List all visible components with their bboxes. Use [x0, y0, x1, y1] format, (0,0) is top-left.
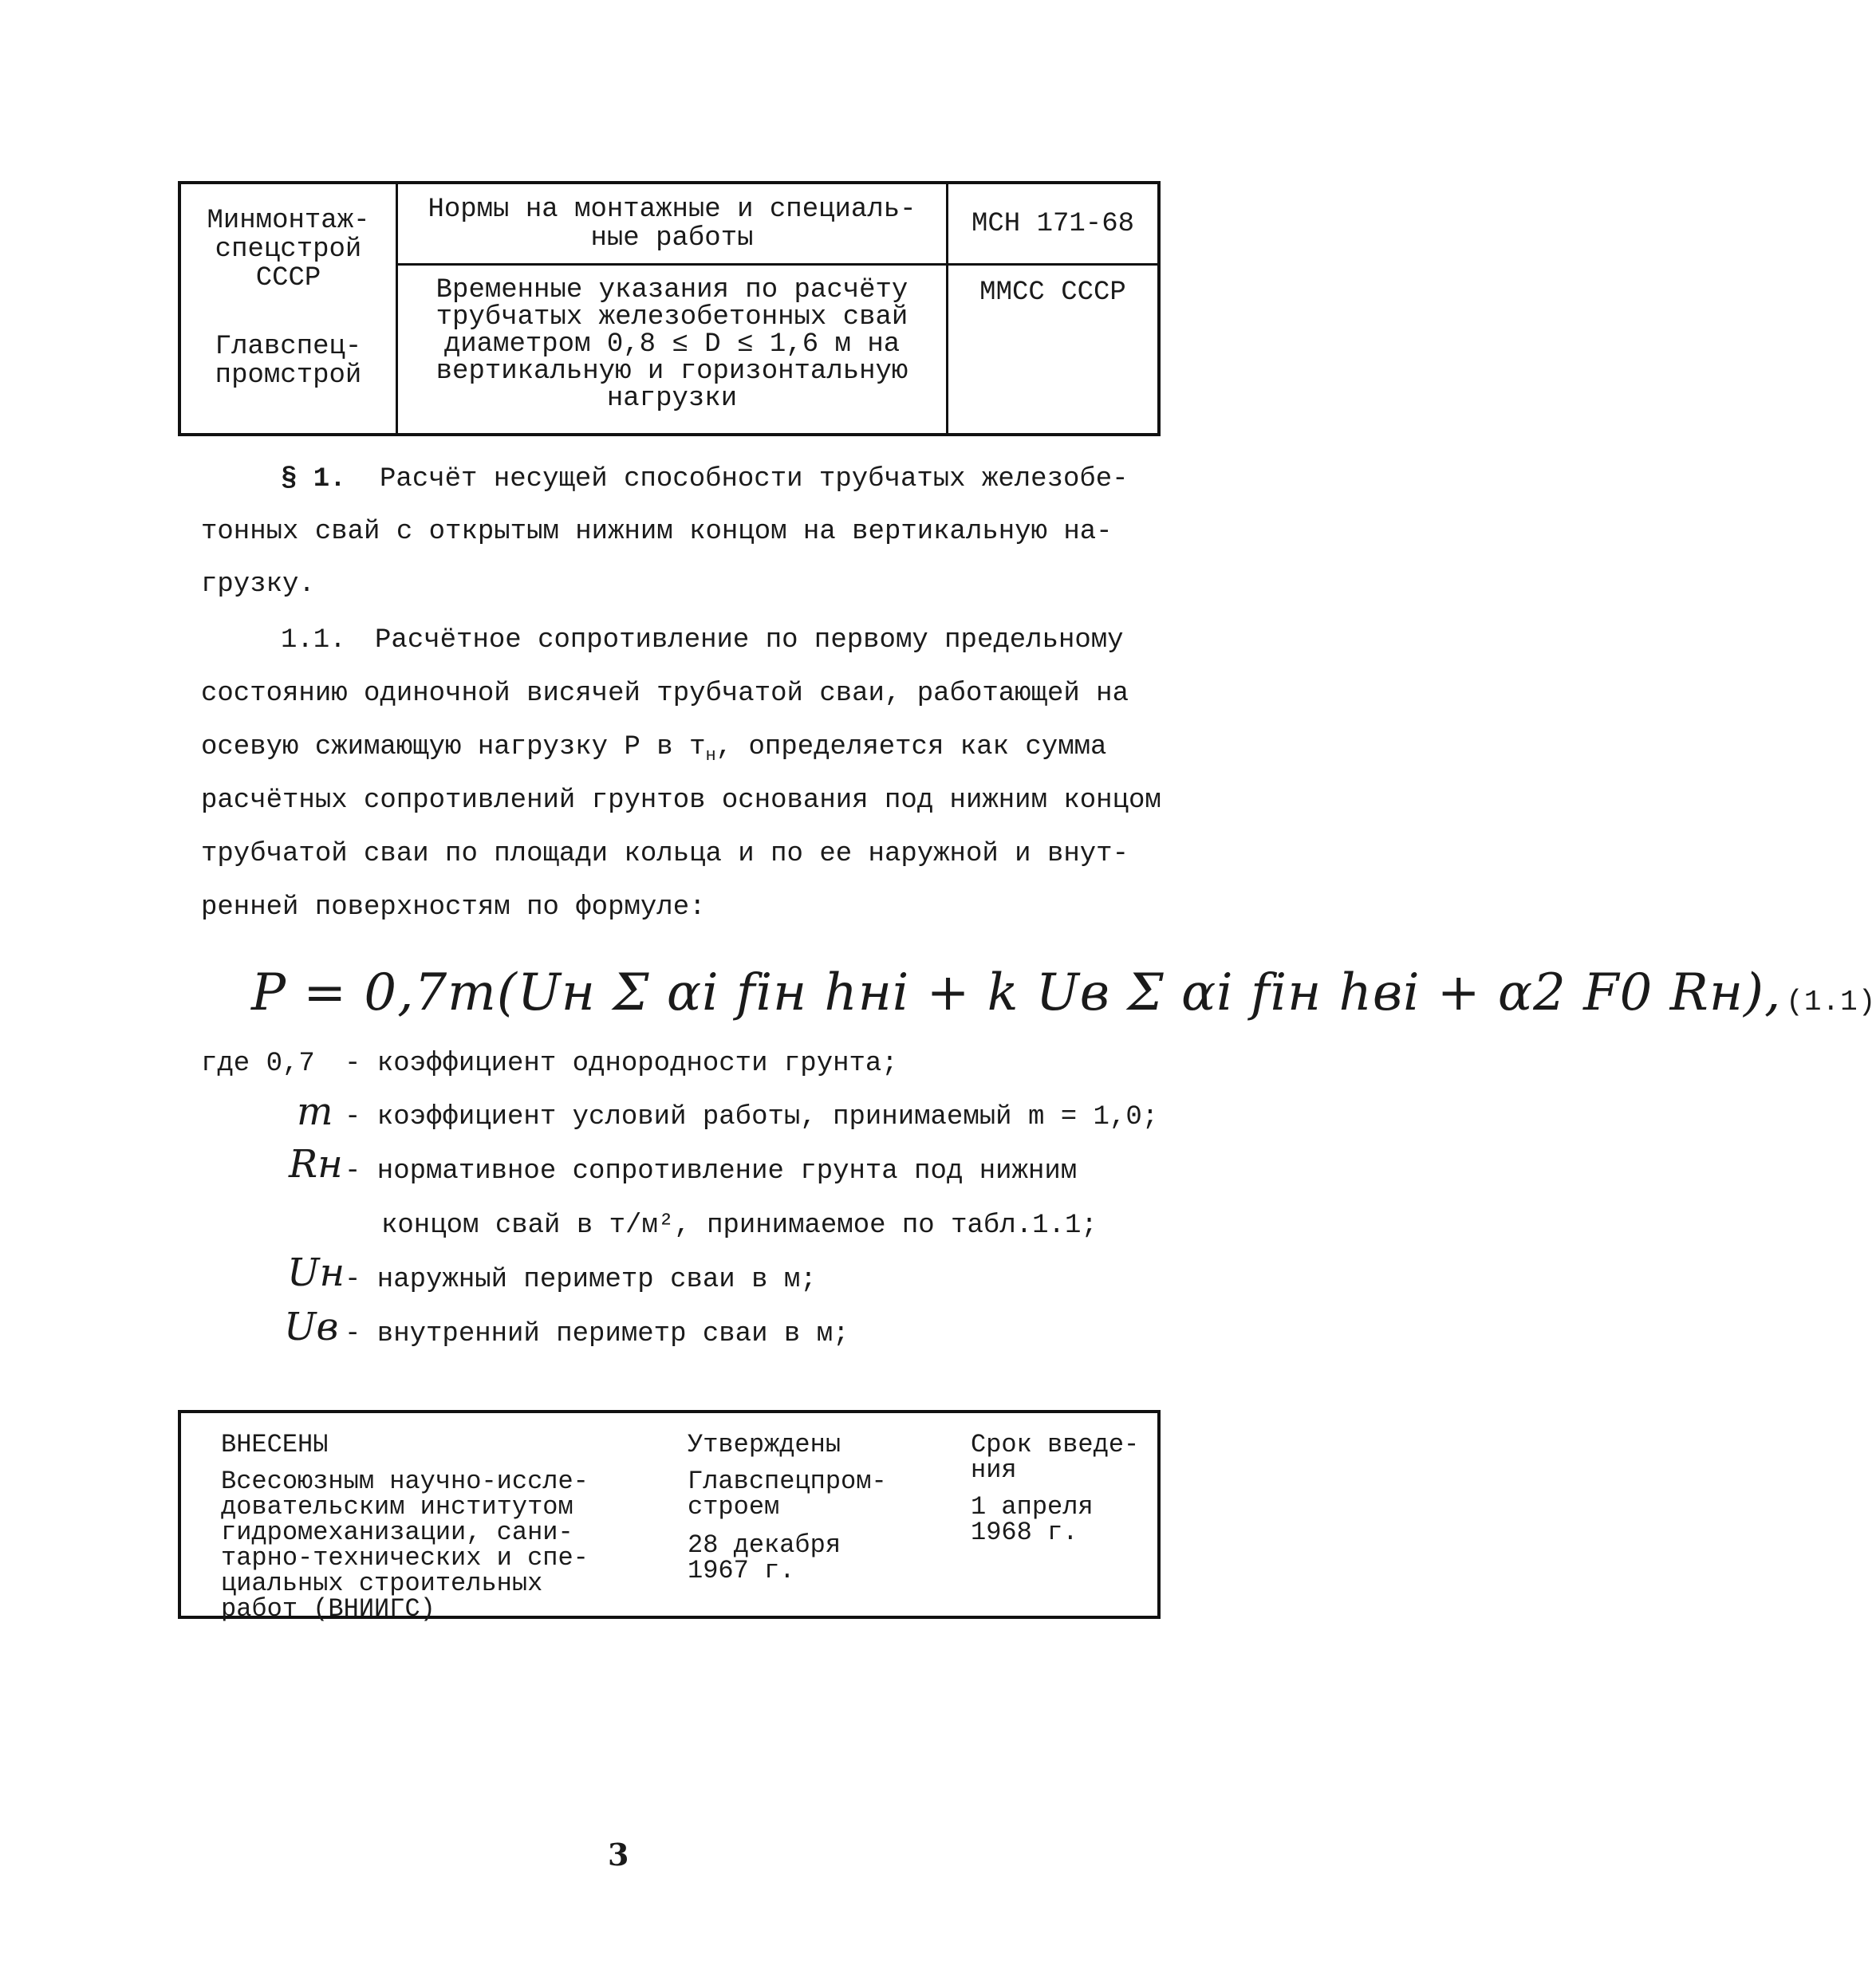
- paragraph-line: трубчатой сваи по площади кольца и по ее наружной и внут-: [201, 839, 1129, 869]
- header-code-cell: [948, 184, 1157, 266]
- footer-date: 1 апреля: [971, 1492, 1094, 1522]
- footer-line: довательским институтом: [221, 1492, 573, 1522]
- formula-number: (1.1): [1786, 986, 1876, 1018]
- footer-date: 28 декабря: [688, 1530, 841, 1560]
- paragraph-line: расчётных сопротивлений грунтов основания под нижним концом: [201, 786, 1161, 816]
- header-subtitle-cell: [398, 266, 948, 433]
- footer-introduced-column: [221, 1432, 636, 1622]
- legend-symbol: m: [297, 1089, 333, 1134]
- org-line: Минмонтаж-: [207, 206, 370, 236]
- section-number: § 1.: [281, 464, 346, 494]
- formula-1-1: [251, 963, 1876, 1022]
- footer-date: 1967 г.: [688, 1556, 795, 1585]
- org-line: спецстрой: [215, 234, 362, 265]
- agency-code: ММСС СССР: [979, 278, 1126, 308]
- footer-heading: ВНЕСЕНЫ: [221, 1430, 329, 1459]
- paragraph-line-tail: , определяется как сумма: [715, 732, 1107, 762]
- paragraph-line: ренней поверхностям по формуле:: [201, 892, 706, 923]
- title2-line: нагрузки: [606, 384, 738, 414]
- section-line: тонных свай с открытым нижним концом на вертикальную на-: [201, 517, 1113, 547]
- title1-line: ные работы: [590, 222, 754, 254]
- footer-approved-column: [688, 1432, 895, 1584]
- unit-subscript: н: [705, 745, 716, 766]
- footer-heading: Утверждены: [688, 1430, 841, 1459]
- title2-line: Временные указания по расчёту: [436, 275, 908, 305]
- footer-line: гидромеханизации, сани-: [221, 1518, 573, 1547]
- header-organization-cell: [181, 184, 398, 433]
- title1-line: Нормы на монтажные и специаль-: [428, 194, 916, 225]
- formula-expression: P = 0,7m(Uн Σ αi fiн hнi + k Uв Σ αi fiн hвi + α2 F0 Rн),: [251, 963, 1782, 1022]
- footer-line: работ (ВНИИГС): [221, 1594, 436, 1624]
- legend-symbol: где 0,7: [201, 1049, 315, 1079]
- legend-symbol: Rн: [289, 1142, 343, 1187]
- legend-text: концом свай в т/м², принимаемое по табл.1.1;: [381, 1211, 1098, 1241]
- section-line: Расчёт несущей способности трубчатых железобе-: [380, 464, 1129, 494]
- footer-date: 1968 г.: [971, 1518, 1078, 1547]
- paragraph-number: 1.1.: [281, 625, 346, 656]
- legend-text: - нормативное сопротивление грунта под нижним: [345, 1156, 1078, 1187]
- header-table: [178, 181, 1161, 436]
- paragraph-line: состоянию одиночной висячей трубчатой сваи, работающей на: [201, 679, 1129, 709]
- legend-text: - наружный периметр сваи в м;: [345, 1265, 817, 1295]
- footer-line: Всесоюзным научно-иссле-: [221, 1467, 589, 1496]
- paragraph-line: Расчётное сопротивление по первому предельному: [375, 625, 1124, 656]
- legend-text: - внутренний периметр сваи в м;: [345, 1319, 849, 1349]
- footer-line: тарно-технических и спе-: [221, 1543, 589, 1573]
- footer-heading: ния: [971, 1455, 1017, 1485]
- footer-line: Главспецпром-: [688, 1467, 887, 1496]
- footer-table: [178, 1410, 1161, 1624]
- footer-line: циальных строительных: [221, 1569, 543, 1598]
- paragraph-line: осевую сжимающую нагрузку Р в т: [201, 732, 706, 762]
- title2-line: вертикальную и горизонтальную: [436, 356, 908, 387]
- legend-symbol: Uв: [284, 1305, 339, 1349]
- legend-text: - коэффициент условий работы, принимаемый m = 1,0;: [345, 1102, 1159, 1132]
- section-line: грузку.: [201, 569, 315, 600]
- header-title-cell: [398, 184, 948, 266]
- org2-line: промстрой: [215, 360, 362, 391]
- org2-line: Главспец-: [215, 332, 362, 362]
- document-code: МСН 171-68: [971, 208, 1135, 239]
- footer-line: строем: [688, 1492, 780, 1522]
- footer-effective-column: [971, 1432, 1154, 1546]
- page-number: 3: [608, 1837, 629, 1873]
- footer-heading: Срок введе-: [971, 1430, 1140, 1459]
- header-agency-cell: [948, 266, 1157, 433]
- title2-line: трубчатых железобетонных свай: [436, 302, 908, 333]
- org-line: СССР: [255, 263, 321, 293]
- legend-symbol: Uн: [287, 1250, 345, 1295]
- title2-line: диаметром 0,8 ≤ D ≤ 1,6 м на: [443, 329, 901, 360]
- legend-text: - коэффициент однородности грунта;: [345, 1049, 898, 1079]
